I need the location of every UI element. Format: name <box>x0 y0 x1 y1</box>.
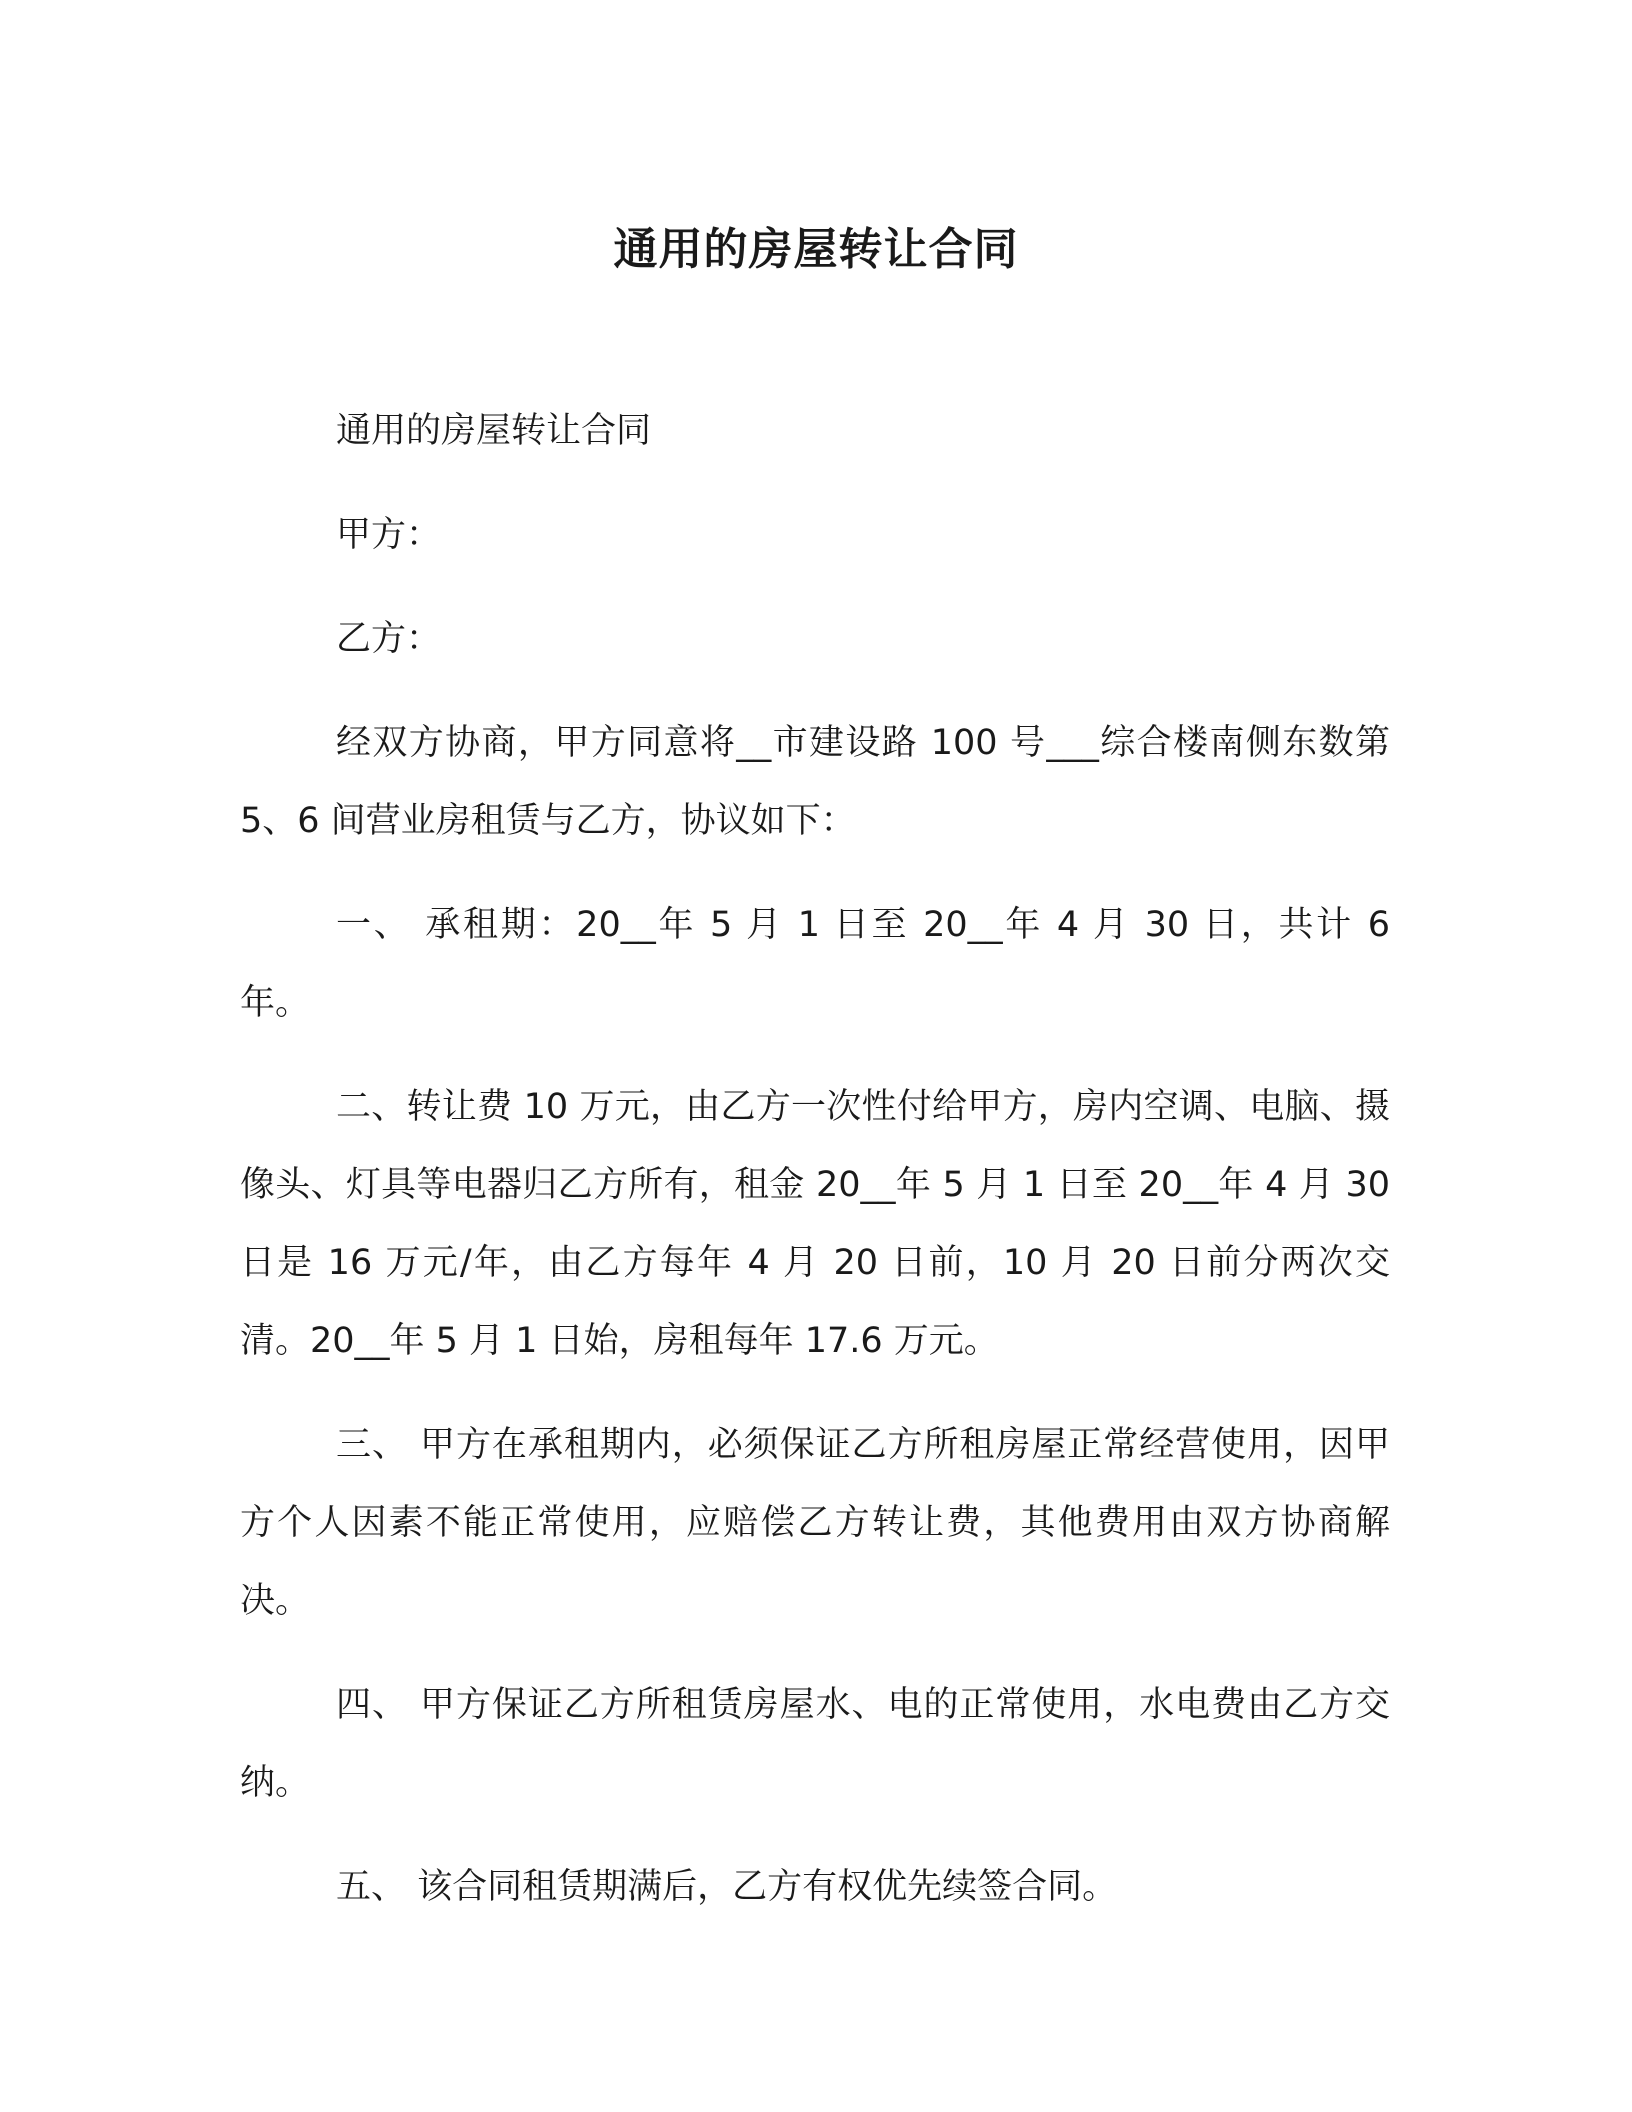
paragraph-clause-1: 一、 承租期：20__年 5 月 1 日至 20__年 4 月 30 日，共计 6 年。 <box>240 905 1390 1023</box>
paragraph-clause-4: 四、 甲方保证乙方所租赁房屋水、电的正常使用，水电费由乙方交纳。 <box>240 1685 1390 1803</box>
document-body <box>240 392 1390 1952</box>
paragraph-subtitle: 通用的房屋转让合同 <box>336 411 652 451</box>
paragraph-clause-5: 五、 该合同租赁期满后，乙方有权优先续签合同。 <box>336 1867 1118 1907</box>
document-title: 通用的房屋转让合同 <box>613 224 1019 275</box>
paragraph-party-b: 乙方： <box>336 619 442 659</box>
paragraph-party-a: 甲方： <box>336 515 442 555</box>
paragraph-clause-2: 二、转让费 10 万元，由乙方一次性付给甲方，房内空调、电脑、摄像头、灯具等电器归乙方所有，租金 20__年 5 月 1 日至 20__年 4 月 30 日是 16 万元/年，由乙方每年 4 月 20 日前，10 月 20 日前分两次交清。20__年 5 月 1 日始，房租每年 17.6 万元。 <box>240 1087 1390 1361</box>
paragraph-intro: 经双方协商，甲方同意将__市建设路 100 号___综合楼南侧东数第 5、6 间营业房租赁与乙方，协议如下： <box>240 723 1390 841</box>
paragraph-clause-3: 三、 甲方在承租期内，必须保证乙方所租房屋正常经营使用，因甲方个人因素不能正常使用，应赔偿乙方转让费，其他费用由双方协商解决。 <box>240 1425 1390 1621</box>
